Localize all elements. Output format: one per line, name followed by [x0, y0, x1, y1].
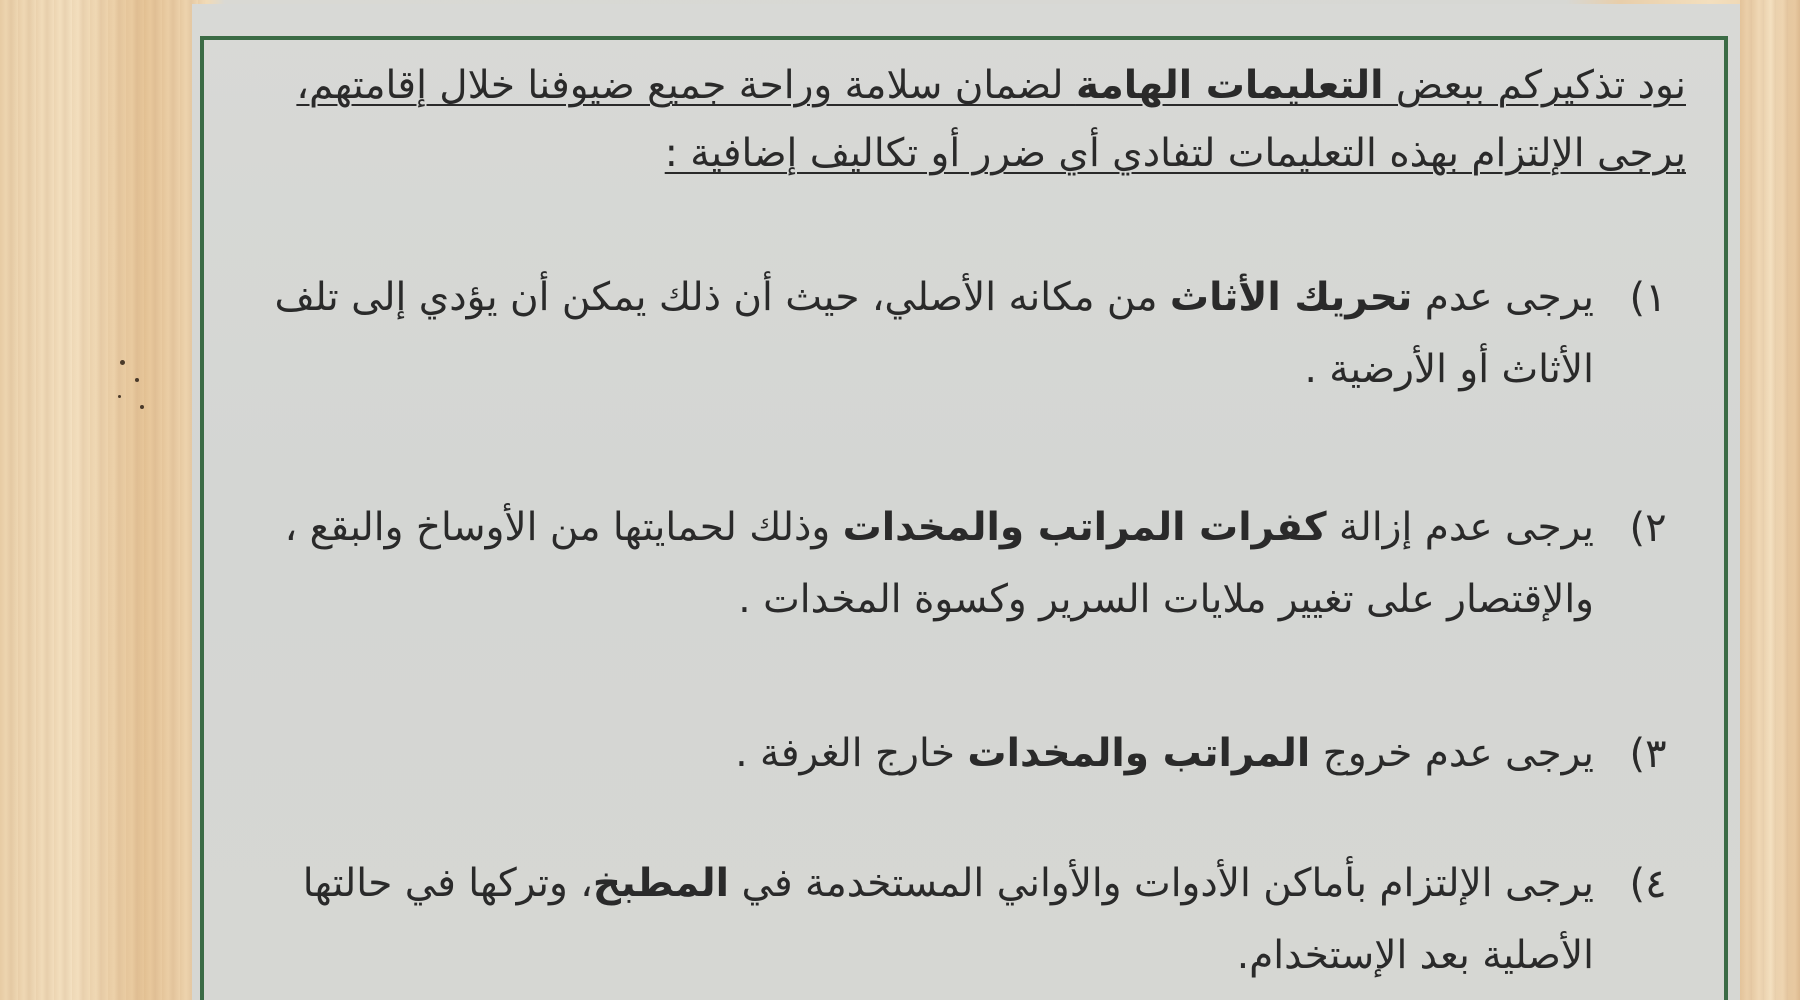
- intro-text-start: نود تذكيركم ببعض: [1383, 63, 1686, 108]
- instruction-emphasis: المراتب والمخدات: [967, 731, 1311, 776]
- instruction-text-start: يرجى عدم إزالة: [1326, 505, 1594, 550]
- wall-spot: [118, 395, 121, 398]
- instruction-text-start: يرجى عدم خروج: [1310, 731, 1594, 776]
- instruction-number: ١): [1629, 275, 1667, 321]
- instruction-emphasis: تحريك الأثاث: [1169, 275, 1413, 320]
- instruction-text: [230, 262, 1594, 406]
- instruction-emphasis: المطبخ: [592, 861, 730, 906]
- instruction-item-4: [230, 848, 1712, 992]
- notice-intro: [230, 52, 1712, 188]
- instruction-emphasis: كفرات المراتب والمخدات: [842, 505, 1327, 550]
- instruction-text-end: من مكانه الأصلي، حيث أن ذلك يمكن أن يؤدي إلى تلف الأثاث أو الأرضية .: [274, 275, 1594, 392]
- instruction-text-end: ، وتركها في حالتها الأصلية بعد الإستخدام.: [302, 861, 1594, 978]
- wooden-wall-right: [1740, 0, 1800, 1000]
- instruction-number: ٢): [1629, 505, 1667, 551]
- instruction-text: [230, 848, 1594, 992]
- instruction-text: [230, 492, 1594, 636]
- instruction-text: [230, 718, 1594, 790]
- instruction-item-1: [230, 262, 1712, 406]
- wall-spot: [135, 378, 139, 382]
- instruction-text-start: يرجى الإلتزام بأماكن الأدوات والأواني المستخدمة في: [729, 861, 1594, 906]
- instruction-text-end: خارج الغرفة .: [735, 731, 968, 776]
- wall-spot: [140, 405, 144, 409]
- intro-emphasis: التعليمات الهامة: [1075, 63, 1384, 108]
- intro-text-end: لضمان سلامة وراحة جميع ضيوفنا خلال إقامتهم، يرجى الإلتزام بهذه التعليمات لتفادي أي ضرر أو تكاليف إضافية :: [296, 63, 1686, 176]
- instruction-item-3: [230, 718, 1712, 790]
- notice-content: [230, 52, 1712, 188]
- wooden-wall-left: [0, 0, 205, 1000]
- instruction-text-start: يرجى عدم: [1412, 275, 1594, 320]
- instruction-number: ٤): [1629, 861, 1667, 907]
- wall-spot: [120, 360, 125, 365]
- instruction-text-end: وذلك لحمايتها من الأوساخ والبقع ، والإقتصار على تغيير ملايات السرير وكسوة المخدات .: [284, 505, 1594, 622]
- instruction-number: ٣): [1629, 731, 1667, 777]
- instruction-item-2: [230, 492, 1712, 636]
